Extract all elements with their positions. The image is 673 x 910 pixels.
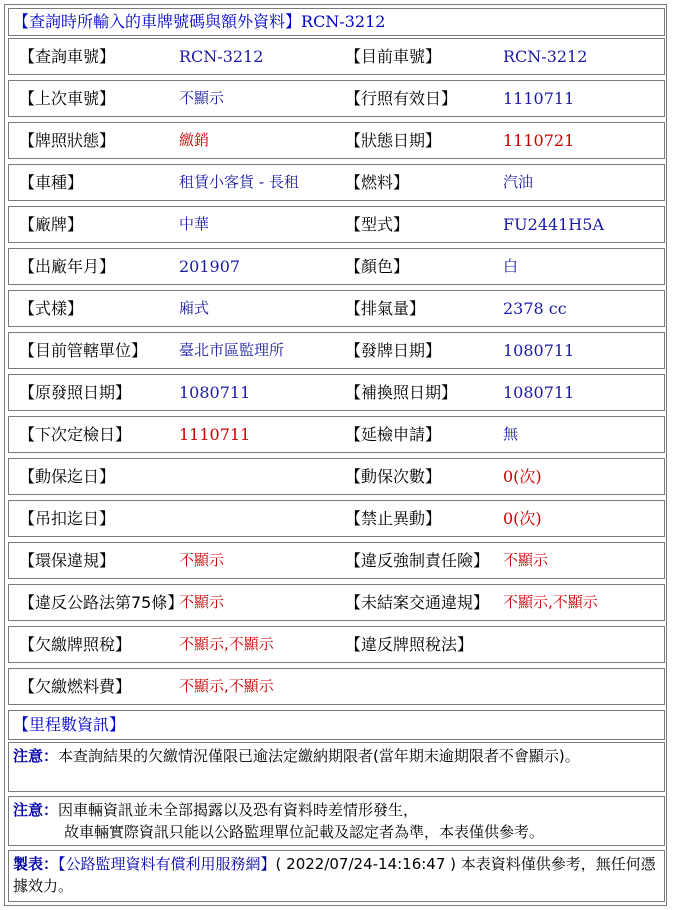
note-text-line2: 故車輛實際資訊只能以公路監理單位記載及認定者為準，本表僅供參考。: [64, 823, 545, 841]
table-row: [8, 122, 665, 159]
field-value: 不顯示: [179, 551, 225, 569]
field-label: 【排氣量】: [345, 299, 426, 318]
field-label: 【延檢申請】: [345, 425, 442, 444]
field-value: 不顯示,不顯示: [179, 677, 274, 695]
table-row: [8, 164, 665, 201]
field-label: 【違反公路法第75條】: [19, 593, 184, 612]
field-value: 1080711: [503, 383, 575, 402]
field-value: 1080711: [503, 341, 575, 360]
service-link[interactable]: 【公路監理資料有償利用服務網】: [58, 855, 276, 873]
field-label: 【欠繳牌照稅】: [19, 635, 132, 654]
field-label: 【動保迄日】: [19, 467, 116, 486]
field-label: 【狀態日期】: [345, 131, 442, 150]
field-label: 【禁止異動】: [345, 509, 442, 528]
title-row: [8, 8, 665, 36]
title-plate: RCN-3212: [301, 12, 386, 31]
field-label: 【違反強制責任險】: [345, 551, 490, 570]
field-label: 【環保違規】: [19, 551, 116, 570]
note-source: [8, 850, 665, 902]
note-disclaimer: [8, 796, 665, 846]
field-label: 【吊扣迄日】: [19, 509, 116, 528]
mileage-heading: 【里程數資訊】: [13, 715, 126, 734]
field-value: 不顯示: [503, 551, 549, 569]
field-value: 白: [503, 257, 519, 275]
table-row: [8, 332, 665, 369]
field-label: 【查詢車號】: [19, 47, 116, 66]
field-value: 2378 cc: [503, 299, 567, 318]
field-label: 【違反牌照稅法】: [345, 635, 474, 654]
table-row: [8, 80, 665, 117]
field-label: 【動保次數】: [345, 467, 442, 486]
field-value: 1110711: [503, 89, 575, 108]
field-label: 【原發照日期】: [19, 383, 132, 402]
field-label: 【補換照日期】: [345, 383, 458, 402]
field-value: 臺北市區監理所: [179, 341, 285, 359]
table-row: [8, 290, 665, 327]
field-label: 【顏色】: [345, 257, 410, 276]
field-value: 0(次): [503, 509, 542, 528]
field-label: 【目前車號】: [345, 47, 442, 66]
table-row: [8, 458, 665, 495]
table-row: [8, 626, 665, 663]
field-value: 不顯示,不顯示: [179, 635, 274, 653]
field-value: 不顯示: [179, 593, 225, 611]
table-row: [8, 38, 665, 75]
field-value: 不顯示: [179, 89, 225, 107]
field-label: 【型式】: [345, 215, 410, 234]
table-row: [8, 668, 665, 705]
field-value: 無: [503, 425, 519, 443]
field-label: 【出廠年月】: [19, 257, 116, 276]
field-label: 【上次車號】: [19, 89, 116, 108]
field-label: 【欠繳燃料費】: [19, 677, 132, 696]
note-text: ( 2022/07/24-14:16:47 ) 本表資料僅供參考，無任何憑據效力。: [13, 855, 656, 895]
field-label: 【發牌日期】: [345, 341, 442, 360]
table-row: [8, 248, 665, 285]
field-label: 【燃料】: [345, 173, 410, 192]
mileage-row: [8, 710, 665, 740]
field-label: 【行照有效日】: [345, 89, 458, 108]
field-label: 【牌照狀態】: [19, 131, 116, 150]
field-label: 【目前管轄單位】: [19, 341, 148, 360]
field-label: 【未結案交通違規】: [345, 593, 490, 612]
field-label: 【車種】: [19, 173, 84, 192]
table-row: [8, 416, 665, 453]
field-value: 1110711: [179, 425, 251, 444]
field-value: 1110721: [503, 131, 575, 150]
field-value: 汽油: [503, 173, 534, 191]
field-value: 廂式: [179, 299, 210, 317]
note-text: 因車輛資訊並未全部揭露以及恐有資料時差情形發生，: [58, 801, 419, 819]
field-value: 0(次): [503, 467, 542, 486]
field-value: RCN-3212: [503, 47, 588, 66]
field-value: 繳銷: [179, 131, 210, 149]
note-text: 本查詢結果的欠繳情況僅限已逾法定繳納期限者(當年期末逾期限者不會顯示)。: [58, 747, 580, 765]
note-head: 注意：: [13, 747, 59, 765]
note-arrears: [8, 742, 665, 792]
table-row: [8, 542, 665, 579]
title-prefix: 【查詢時所輸入的車牌號碼與額外資料】: [13, 12, 302, 31]
table-row: [8, 374, 665, 411]
field-label: 【式樣】: [19, 299, 84, 318]
field-value: 201907: [179, 257, 241, 276]
field-value: 租賃小客貨 - 長租: [179, 173, 299, 191]
table-row: [8, 500, 665, 537]
field-value: FU2441H5A: [503, 215, 604, 234]
field-value: 不顯示,不顯示: [503, 593, 598, 611]
field-value: 中華: [179, 215, 210, 233]
field-label: 【下次定檢日】: [19, 425, 132, 444]
field-value: RCN-3212: [179, 47, 264, 66]
table-row: [8, 584, 665, 621]
note-head: 注意：: [13, 801, 59, 819]
field-label: 【廠牌】: [19, 215, 84, 234]
note-head: 製表：: [13, 855, 59, 873]
table-row: [8, 206, 665, 243]
page-title: [13, 9, 385, 35]
field-value: 1080711: [179, 383, 251, 402]
